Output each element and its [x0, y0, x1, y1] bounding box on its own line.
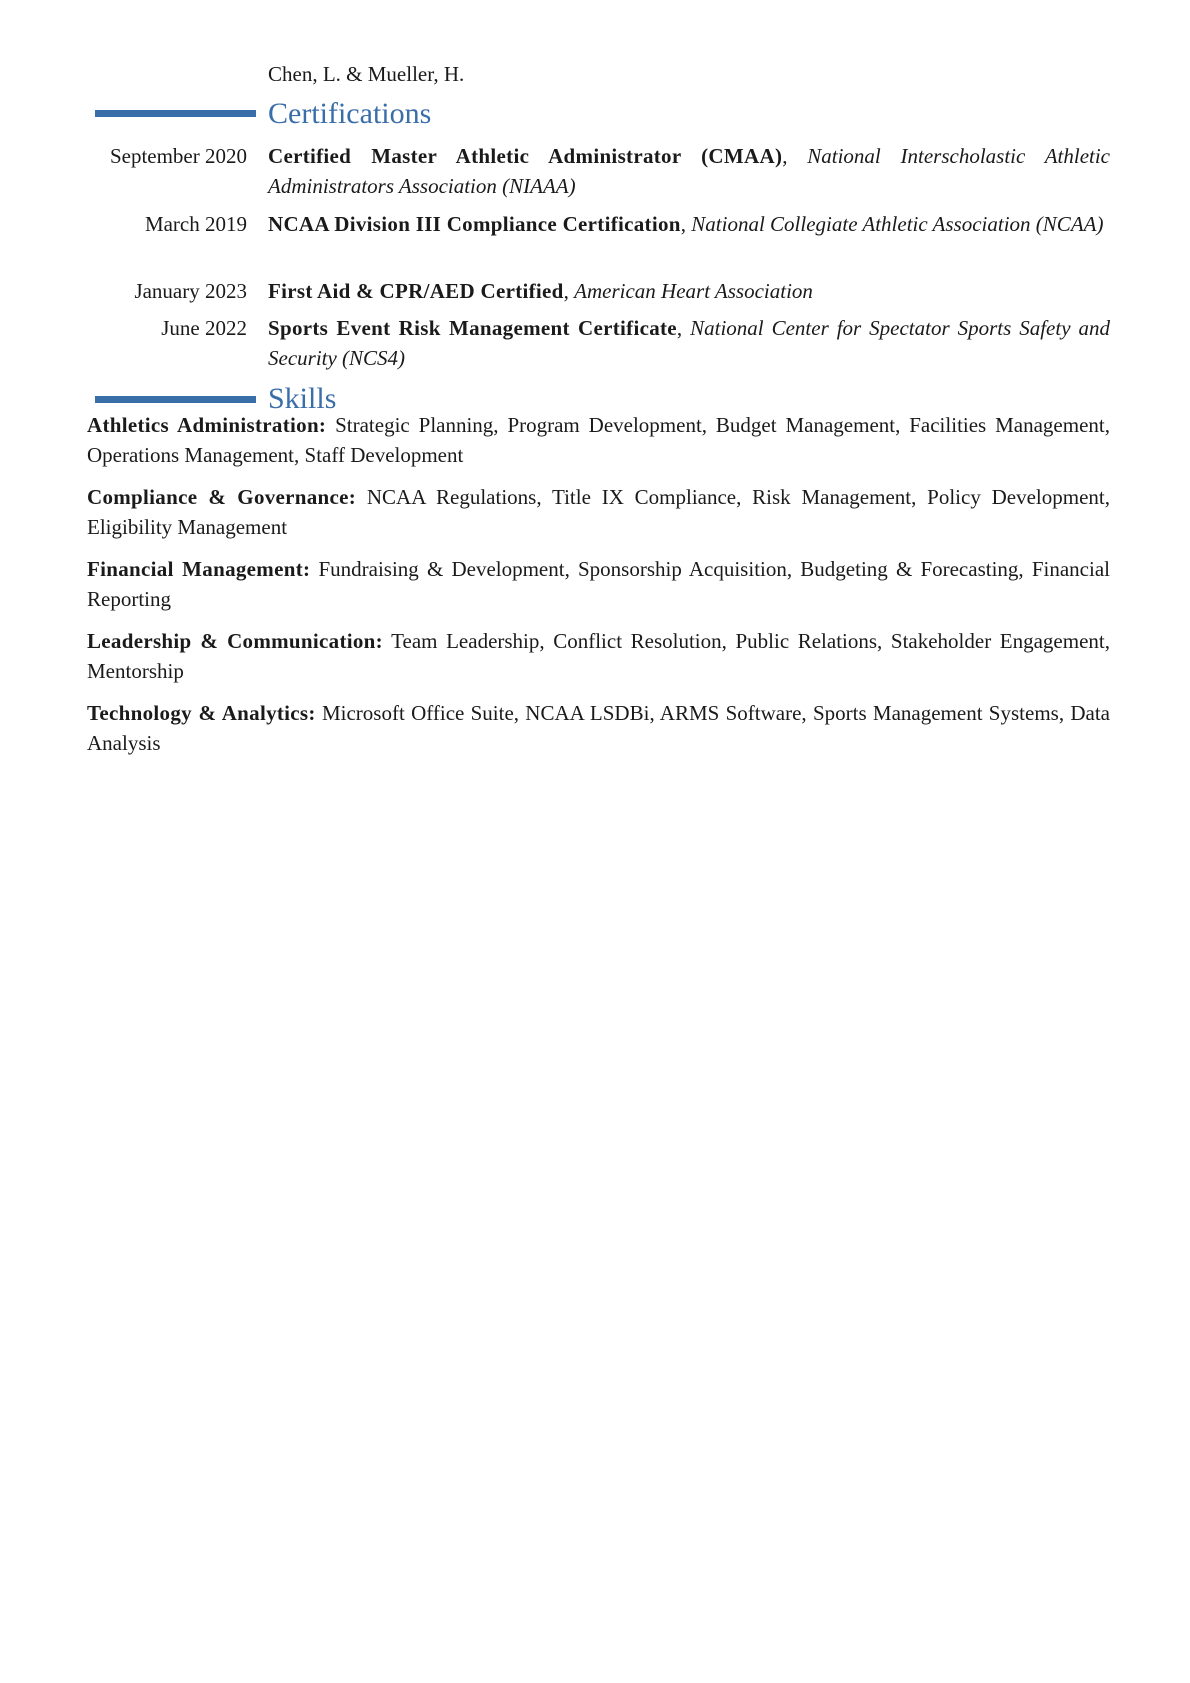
- skills-list: [87, 410, 1110, 770]
- section-heading-skills: Skills: [268, 382, 337, 415]
- section-rule: [95, 110, 256, 117]
- certification-issuer: National Center for Spectator Sports Safety and Security (NCS4): [268, 316, 1110, 370]
- certification-description: Sports Event Risk Management Certificate, National Center for Spectator Sports Safety and Security (NCS4): [268, 316, 1110, 370]
- certification-date: January 2023: [134, 279, 247, 303]
- certification-issuer: National Interscholastic Athletic Administrators Association (NIAAA): [268, 144, 1110, 198]
- certification-description: Certified Master Athletic Administrator (CMAA), National Interscholastic Athletic Administrators Association (NIAAA): [268, 144, 1110, 198]
- certification-date: March 2019: [144, 212, 247, 236]
- certification-date: September 2020: [109, 144, 247, 168]
- skill-group: [87, 698, 1110, 758]
- skill-values: Team Leadership, Conflict Resolution, Public Relations, Stakeholder Engagement, Mentorship: [87, 629, 1110, 683]
- certification-issuer: American Heart Association: [574, 279, 813, 303]
- skill-label: Compliance & Governance:: [87, 485, 357, 509]
- certification-title: Sports Event Risk Management Certificate: [268, 316, 677, 340]
- skill-values: Microsoft Office Suite, NCAA LSDBi, ARMS Software, Sports Management Systems, Data Analysis: [87, 701, 1110, 755]
- section-rule: [95, 396, 256, 403]
- skill-group: [87, 482, 1110, 542]
- skill-label: Leadership & Communication:: [87, 629, 383, 653]
- certification-title: First Aid & CPR/AED Certified: [268, 279, 564, 303]
- skill-group: [87, 554, 1110, 614]
- skill-values: NCAA Regulations, Title IX Compliance, Risk Management, Policy Development, Eligibility Management: [87, 485, 1110, 539]
- skill-values: Strategic Planning, Program Development, Budget Management, Facilities Management, Operations Management, Staff Development: [87, 413, 1110, 467]
- certification-title: Certified Master Athletic Administrator (CMAA): [268, 144, 783, 168]
- skill-label: Technology & Analytics:: [87, 701, 316, 725]
- skill-label: Athletics Administration:: [87, 413, 327, 437]
- skill-values: Fundraising & Development, Sponsorship Acquisition, Budgeting & Forecasting, Financial Reporting: [87, 557, 1110, 611]
- skill-label: Financial Management:: [87, 557, 311, 581]
- certification-description: First Aid & CPR/AED Certified, American Heart Association: [268, 279, 813, 303]
- section-heading-certifications: Certifications: [268, 97, 432, 130]
- certification-date: June 2022: [161, 316, 247, 340]
- certification-issuer: National Collegiate Athletic Association (NCAA): [691, 212, 1104, 236]
- skill-group: [87, 626, 1110, 686]
- publication-authors: Chen, L. & Mueller, H.: [268, 62, 465, 86]
- skill-group: [87, 410, 1110, 470]
- certification-title: NCAA Division III Compliance Certification: [268, 212, 681, 236]
- certification-description: NCAA Division III Compliance Certification, National Collegiate Athletic Association (NCAA): [268, 212, 1104, 236]
